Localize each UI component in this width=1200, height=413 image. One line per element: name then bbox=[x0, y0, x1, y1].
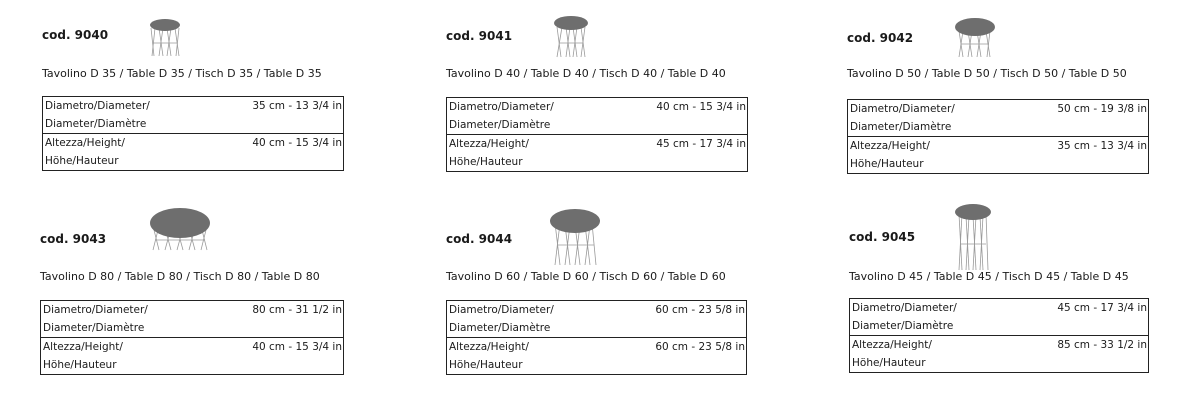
spec-value: 40 cm - 15 3/4 in bbox=[252, 137, 342, 149]
product-code: cod. 9040 bbox=[42, 28, 109, 42]
table-illustration bbox=[145, 16, 185, 62]
product-code: cod. 9043 bbox=[40, 232, 107, 246]
spec-row-height bbox=[447, 135, 748, 172]
spec-value: 45 cm - 17 3/4 in bbox=[656, 138, 746, 150]
spec-label: Altezza/Height/ bbox=[45, 137, 125, 149]
spec-label: Diameter/Diamètre bbox=[852, 320, 954, 332]
spec-label: Altezza/Height/ bbox=[449, 341, 529, 353]
spec-table bbox=[446, 300, 747, 375]
spec-label: Höhe/Hauteur bbox=[449, 359, 523, 371]
spec-label: Altezza/Height/ bbox=[852, 339, 932, 351]
spec-value: 80 cm - 31 1/2 in bbox=[244, 301, 344, 338]
spec-row-diameter bbox=[447, 98, 748, 135]
table-illustration bbox=[548, 207, 602, 267]
spec-value: 40 cm - 15 3/4 in bbox=[252, 341, 342, 353]
spec-label: Diametro/Diameter/ bbox=[449, 304, 554, 316]
spec-label: Diameter/Diamètre bbox=[43, 322, 145, 334]
spec-label: Diametro/Diameter/ bbox=[45, 100, 150, 112]
spec-table bbox=[849, 298, 1149, 373]
table-illustration bbox=[951, 17, 999, 61]
spec-label: Diametro/Diameter/ bbox=[850, 103, 955, 115]
spec-row-diameter bbox=[848, 100, 1149, 137]
spec-value: 35 cm - 13 3/4 in bbox=[246, 97, 344, 134]
spec-value: 50 cm - 19 3/8 in bbox=[1051, 100, 1149, 137]
spec-label: Diameter/Diamètre bbox=[45, 118, 147, 130]
product-title: Tavolino D 35 / Table D 35 / Tisch D 35 / Table D 35 bbox=[42, 67, 322, 80]
product-title: Tavolino D 45 / Table D 45 / Tisch D 45 / Table D 45 bbox=[849, 270, 1129, 283]
table-illustration bbox=[951, 202, 995, 272]
spec-label: Altezza/Height/ bbox=[449, 138, 529, 150]
spec-label: Altezza/Height/ bbox=[850, 140, 930, 152]
product-code: cod. 9041 bbox=[446, 29, 513, 43]
spec-row-diameter bbox=[447, 301, 747, 338]
spec-row-height bbox=[43, 134, 344, 171]
table-illustration bbox=[551, 15, 591, 61]
product-title: Tavolino D 80 / Table D 80 / Tisch D 80 / Table D 80 bbox=[40, 270, 320, 283]
spec-value: 60 cm - 23 5/8 in bbox=[650, 301, 747, 338]
spec-row-diameter bbox=[850, 299, 1149, 336]
spec-table bbox=[446, 97, 748, 172]
spec-label: Höhe/Hauteur bbox=[850, 158, 924, 170]
spec-label: Diametro/Diameter/ bbox=[43, 304, 148, 316]
spec-row-height bbox=[850, 336, 1149, 373]
spec-label: Diameter/Diamètre bbox=[449, 119, 551, 131]
spec-value: 40 cm - 15 3/4 in bbox=[650, 98, 748, 135]
spec-value: 85 cm - 33 1/2 in bbox=[1057, 339, 1147, 351]
spec-label: Höhe/Hauteur bbox=[45, 155, 119, 167]
spec-table bbox=[847, 99, 1149, 174]
spec-row-height bbox=[447, 338, 747, 375]
spec-row-diameter bbox=[43, 97, 344, 134]
spec-value: 35 cm - 13 3/4 in bbox=[1057, 140, 1147, 152]
spec-label: Diametro/Diameter/ bbox=[852, 302, 957, 314]
spec-label: Altezza/Height/ bbox=[43, 341, 123, 353]
table-illustration bbox=[147, 206, 213, 252]
spec-table bbox=[42, 96, 344, 171]
spec-row-diameter bbox=[41, 301, 344, 338]
product-code: cod. 9045 bbox=[849, 230, 916, 244]
product-title: Tavolino D 60 / Table D 60 / Tisch D 60 / Table D 60 bbox=[446, 270, 726, 283]
spec-row-height bbox=[41, 338, 344, 375]
product-title: Tavolino D 40 / Table D 40 / Tisch D 40 / Table D 40 bbox=[446, 67, 726, 80]
spec-table bbox=[40, 300, 344, 375]
spec-label: Diametro/Diameter/ bbox=[449, 101, 554, 113]
spec-label: Höhe/Hauteur bbox=[852, 357, 926, 369]
product-code: cod. 9044 bbox=[446, 232, 513, 246]
spec-value: 60 cm - 23 5/8 in bbox=[655, 341, 745, 353]
spec-label: Diameter/Diamètre bbox=[850, 121, 952, 133]
spec-label: Höhe/Hauteur bbox=[449, 156, 523, 168]
product-code: cod. 9042 bbox=[847, 31, 914, 45]
spec-label: Höhe/Hauteur bbox=[43, 359, 117, 371]
spec-label: Diameter/Diamètre bbox=[449, 322, 551, 334]
spec-value: 45 cm - 17 3/4 in bbox=[1053, 299, 1149, 336]
spec-row-height bbox=[848, 137, 1149, 174]
product-title: Tavolino D 50 / Table D 50 / Tisch D 50 / Table D 50 bbox=[847, 67, 1127, 80]
